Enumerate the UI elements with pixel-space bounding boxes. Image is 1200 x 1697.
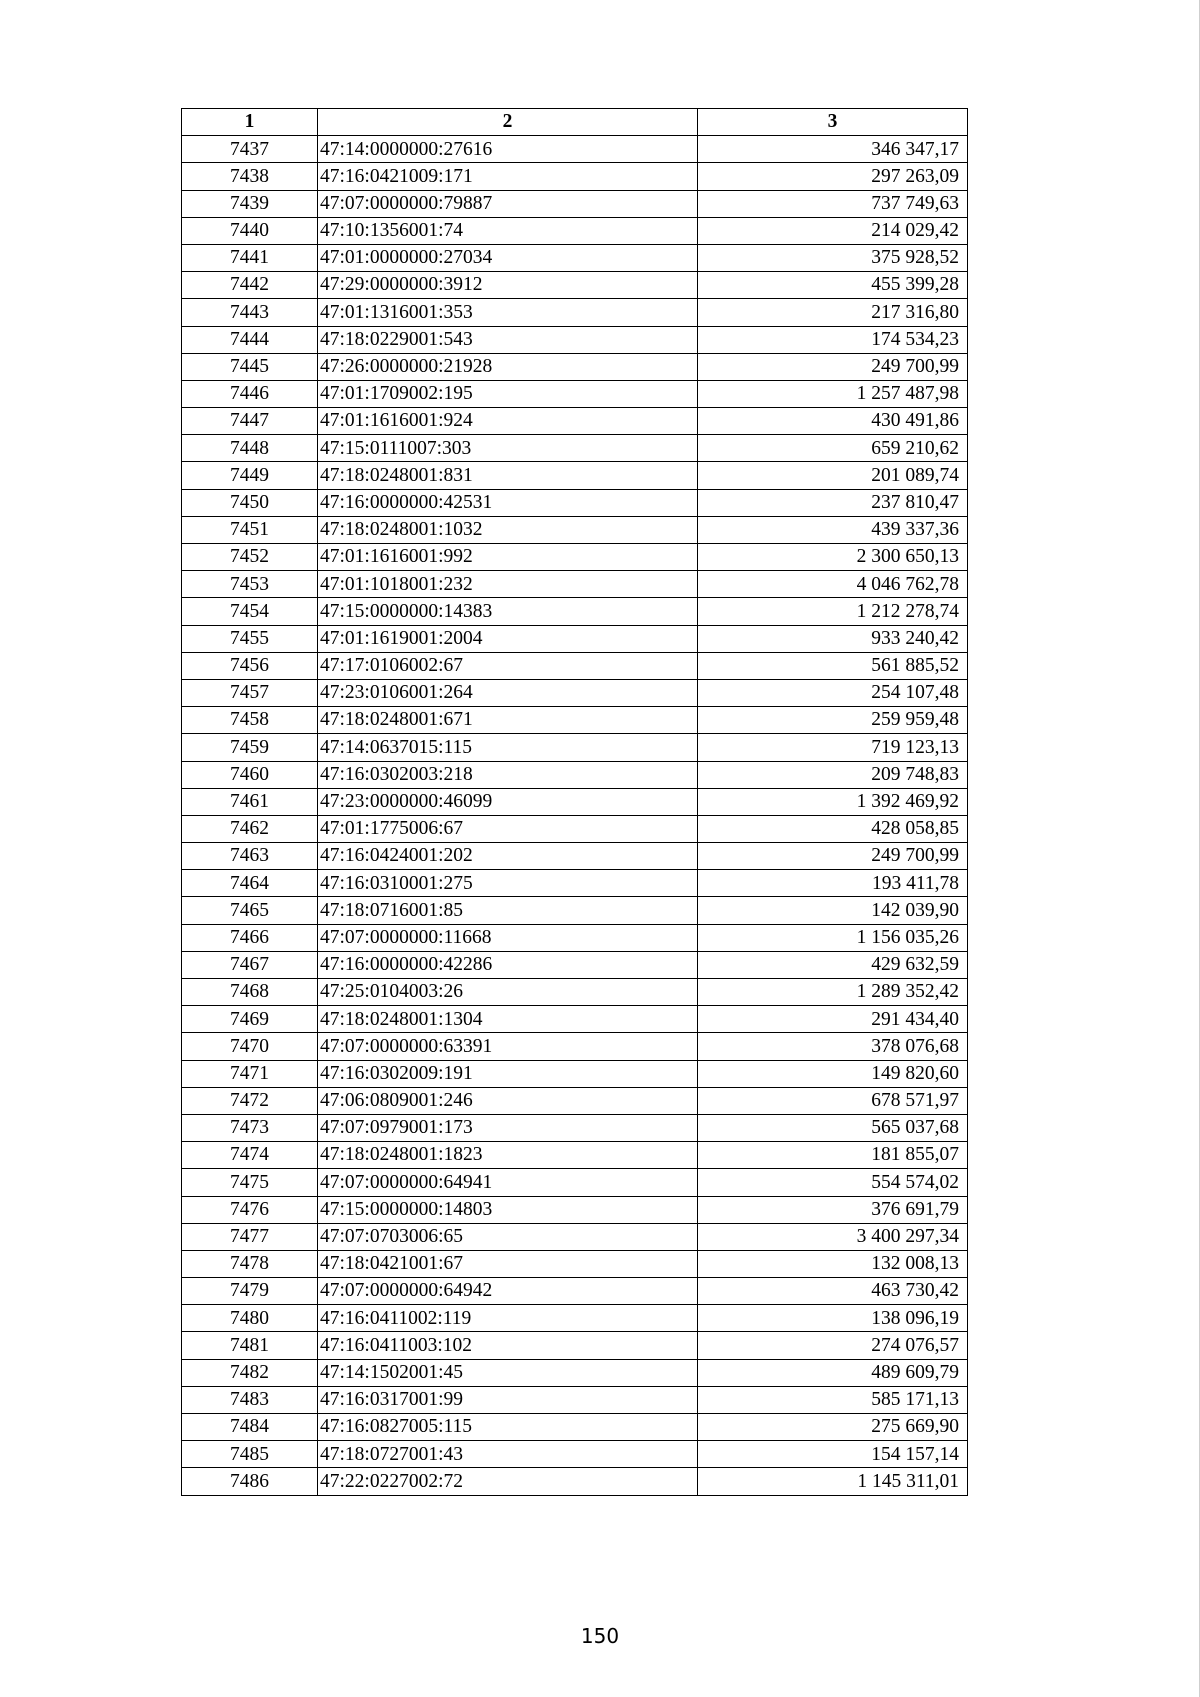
table-row [182,1441,968,1468]
value-cell: 3 400 297,34 [698,1223,968,1250]
table-row [182,326,968,353]
table-row [182,815,968,842]
cadastral-number-cell: 47:16:0411002:119 [318,1305,698,1332]
value-cell: 659 210,62 [698,435,968,462]
row-number-cell: 7463 [182,843,318,870]
value-cell: 678 571,97 [698,1087,968,1114]
table-row [182,1060,968,1087]
row-number-cell: 7452 [182,544,318,571]
header-col-1: 1 [182,109,318,136]
row-number-cell: 7467 [182,951,318,978]
row-number-cell: 7447 [182,408,318,435]
table-row [182,217,968,244]
data-table [181,108,968,1496]
value-cell: 237 810,47 [698,489,968,516]
value-cell: 429 632,59 [698,951,968,978]
value-cell: 1 289 352,42 [698,979,968,1006]
value-cell: 4 046 762,78 [698,571,968,598]
cadastral-number-cell: 47:01:0000000:27034 [318,244,698,271]
value-cell: 378 076,68 [698,1033,968,1060]
value-cell: 346 347,17 [698,136,968,163]
value-cell: 376 691,79 [698,1196,968,1223]
table-row [182,544,968,571]
row-number-cell: 7461 [182,788,318,815]
row-number-cell: 7466 [182,924,318,951]
row-number-cell: 7472 [182,1087,318,1114]
row-number-cell: 7468 [182,979,318,1006]
table-row [182,190,968,217]
table-row [182,707,968,734]
row-number-cell: 7451 [182,516,318,543]
value-cell: 132 008,13 [698,1250,968,1277]
value-cell: 193 411,78 [698,870,968,897]
cadastral-number-cell: 47:16:0411003:102 [318,1332,698,1359]
cadastral-number-cell: 47:07:0703006:65 [318,1223,698,1250]
table-row [182,353,968,380]
table-row [182,1223,968,1250]
value-cell: 149 820,60 [698,1060,968,1087]
value-cell: 249 700,99 [698,353,968,380]
cadastral-number-cell: 47:07:0000000:64941 [318,1169,698,1196]
cadastral-number-cell: 47:01:1775006:67 [318,815,698,842]
row-number-cell: 7475 [182,1169,318,1196]
cadastral-number-cell: 47:16:0310001:275 [318,870,698,897]
row-number-cell: 7445 [182,353,318,380]
value-cell: 565 037,68 [698,1114,968,1141]
cadastral-number-cell: 47:18:0248001:1304 [318,1006,698,1033]
cadastral-number-cell: 47:01:1616001:924 [318,408,698,435]
cadastral-number-cell: 47:26:0000000:21928 [318,353,698,380]
table-row [182,1087,968,1114]
value-cell: 181 855,07 [698,1142,968,1169]
row-number-cell: 7458 [182,707,318,734]
table-row [182,1332,968,1359]
table-row [182,1006,968,1033]
cadastral-number-cell: 47:01:1619001:2004 [318,625,698,652]
row-number-cell: 7479 [182,1278,318,1305]
row-number-cell: 7471 [182,1060,318,1087]
cadastral-number-cell: 47:14:1502001:45 [318,1359,698,1386]
page-number: 150 [580,1624,620,1648]
row-number-cell: 7484 [182,1414,318,1441]
value-cell: 489 609,79 [698,1359,968,1386]
cadastral-number-cell: 47:16:0000000:42286 [318,951,698,978]
table-row [182,979,968,1006]
row-number-cell: 7460 [182,761,318,788]
value-cell: 1 156 035,26 [698,924,968,951]
table-row [182,1033,968,1060]
table-row [182,462,968,489]
value-cell: 439 337,36 [698,516,968,543]
row-number-cell: 7443 [182,299,318,326]
row-number-cell: 7481 [182,1332,318,1359]
row-number-cell: 7473 [182,1114,318,1141]
table-body [182,136,968,1495]
value-cell: 430 491,86 [698,408,968,435]
row-number-cell: 7439 [182,190,318,217]
table-row [182,244,968,271]
value-cell: 214 029,42 [698,217,968,244]
row-number-cell: 7456 [182,652,318,679]
row-number-cell: 7457 [182,679,318,706]
row-number-cell: 7454 [182,598,318,625]
row-number-cell: 7486 [182,1468,318,1495]
table-row [182,1386,968,1413]
table-row [182,1359,968,1386]
table-row [182,272,968,299]
table-row [182,408,968,435]
value-cell: 561 885,52 [698,652,968,679]
row-number-cell: 7482 [182,1359,318,1386]
row-number-cell: 7476 [182,1196,318,1223]
row-number-cell: 7462 [182,815,318,842]
cadastral-number-cell: 47:18:0248001:671 [318,707,698,734]
value-cell: 209 748,83 [698,761,968,788]
table-row [182,625,968,652]
value-cell: 1 145 311,01 [698,1468,968,1495]
cadastral-number-cell: 47:01:1018001:232 [318,571,698,598]
cadastral-number-cell: 47:07:0979001:173 [318,1114,698,1141]
header-col-2: 2 [318,109,698,136]
value-cell: 259 959,48 [698,707,968,734]
cadastral-number-cell: 47:07:0000000:63391 [318,1033,698,1060]
table-row [182,1196,968,1223]
value-cell: 275 669,90 [698,1414,968,1441]
table-row [182,1278,968,1305]
table-row [182,1114,968,1141]
row-number-cell: 7453 [182,571,318,598]
row-number-cell: 7483 [182,1386,318,1413]
cadastral-number-cell: 47:15:0111007:303 [318,435,698,462]
row-number-cell: 7459 [182,734,318,761]
cadastral-number-cell: 47:16:0424001:202 [318,843,698,870]
row-number-cell: 7450 [182,489,318,516]
cadastral-number-cell: 47:17:0106002:67 [318,652,698,679]
cadastral-number-cell: 47:16:0317001:99 [318,1386,698,1413]
value-cell: 154 157,14 [698,1441,968,1468]
cadastral-number-cell: 47:18:0421001:67 [318,1250,698,1277]
cadastral-number-cell: 47:23:0000000:46099 [318,788,698,815]
table-row [182,163,968,190]
value-cell: 1 257 487,98 [698,380,968,407]
value-cell: 463 730,42 [698,1278,968,1305]
value-cell: 142 039,90 [698,897,968,924]
table-row [182,843,968,870]
cadastral-number-cell: 47:15:0000000:14803 [318,1196,698,1223]
value-cell: 585 171,13 [698,1386,968,1413]
row-number-cell: 7448 [182,435,318,462]
table-row [182,571,968,598]
cadastral-number-cell: 47:18:0716001:85 [318,897,698,924]
table-row [182,870,968,897]
value-cell: 201 089,74 [698,462,968,489]
row-number-cell: 7464 [182,870,318,897]
row-number-cell: 7449 [182,462,318,489]
value-cell: 455 399,28 [698,272,968,299]
row-number-cell: 7442 [182,272,318,299]
table-row [182,652,968,679]
value-cell: 375 928,52 [698,244,968,271]
cadastral-number-cell: 47:15:0000000:14383 [318,598,698,625]
table-row [182,489,968,516]
row-number-cell: 7480 [182,1305,318,1332]
value-cell: 2 300 650,13 [698,544,968,571]
cadastral-number-cell: 47:22:0227002:72 [318,1468,698,1495]
value-cell: 737 749,63 [698,190,968,217]
cadastral-number-cell: 47:23:0106001:264 [318,679,698,706]
table-header [182,109,968,136]
table-row [182,435,968,462]
row-number-cell: 7465 [182,897,318,924]
row-number-cell: 7438 [182,163,318,190]
table-row [182,1169,968,1196]
cadastral-number-cell: 47:01:1316001:353 [318,299,698,326]
value-cell: 138 096,19 [698,1305,968,1332]
table-row [182,788,968,815]
value-cell: 274 076,57 [698,1332,968,1359]
row-number-cell: 7444 [182,326,318,353]
cadastral-number-cell: 47:10:1356001:74 [318,217,698,244]
value-cell: 428 058,85 [698,815,968,842]
cadastral-number-cell: 47:18:0248001:1032 [318,516,698,543]
row-number-cell: 7470 [182,1033,318,1060]
value-cell: 217 316,80 [698,299,968,326]
table-row [182,1142,968,1169]
value-cell: 1 212 278,74 [698,598,968,625]
header-col-3: 3 [698,109,968,136]
row-number-cell: 7478 [182,1250,318,1277]
cadastral-number-cell: 47:07:0000000:64942 [318,1278,698,1305]
cadastral-number-cell: 47:14:0637015:115 [318,734,698,761]
cadastral-number-cell: 47:16:0827005:115 [318,1414,698,1441]
table-row [182,380,968,407]
row-number-cell: 7446 [182,380,318,407]
cadastral-number-cell: 47:25:0104003:26 [318,979,698,1006]
row-number-cell: 7437 [182,136,318,163]
cadastral-number-cell: 47:16:0000000:42531 [318,489,698,516]
table-row [182,1250,968,1277]
cadastral-number-cell: 47:06:0809001:246 [318,1087,698,1114]
cadastral-number-cell: 47:18:0248001:1823 [318,1142,698,1169]
cadastral-number-cell: 47:14:0000000:27616 [318,136,698,163]
table-row [182,299,968,326]
row-number-cell: 7477 [182,1223,318,1250]
table-row [182,1468,968,1495]
cadastral-number-cell: 47:01:1616001:992 [318,544,698,571]
row-number-cell: 7440 [182,217,318,244]
cadastral-number-cell: 47:16:0302003:218 [318,761,698,788]
cadastral-number-cell: 47:07:0000000:11668 [318,924,698,951]
cadastral-number-cell: 47:16:0421009:171 [318,163,698,190]
row-number-cell: 7474 [182,1142,318,1169]
cadastral-number-cell: 47:07:0000000:79887 [318,190,698,217]
table-row [182,516,968,543]
value-cell: 297 263,09 [698,163,968,190]
value-cell: 291 434,40 [698,1006,968,1033]
row-number-cell: 7485 [182,1441,318,1468]
table-row [182,897,968,924]
table-row [182,1414,968,1441]
table-row [182,679,968,706]
cadastral-number-cell: 47:18:0229001:543 [318,326,698,353]
row-number-cell: 7469 [182,1006,318,1033]
cadastral-number-cell: 47:01:1709002:195 [318,380,698,407]
row-number-cell: 7441 [182,244,318,271]
table-row [182,734,968,761]
value-cell: 719 123,13 [698,734,968,761]
row-number-cell: 7455 [182,625,318,652]
table-row [182,136,968,163]
value-cell: 933 240,42 [698,625,968,652]
value-cell: 554 574,02 [698,1169,968,1196]
value-cell: 174 534,23 [698,326,968,353]
table-row [182,761,968,788]
cadastral-number-cell: 47:18:0248001:831 [318,462,698,489]
value-cell: 249 700,99 [698,843,968,870]
cadastral-number-cell: 47:18:0727001:43 [318,1441,698,1468]
cadastral-number-cell: 47:16:0302009:191 [318,1060,698,1087]
table-row [182,924,968,951]
value-cell: 1 392 469,92 [698,788,968,815]
value-cell: 254 107,48 [698,679,968,706]
table-row [182,1305,968,1332]
cadastral-number-cell: 47:29:0000000:3912 [318,272,698,299]
header-row [182,109,968,136]
table-row [182,598,968,625]
table-row [182,951,968,978]
